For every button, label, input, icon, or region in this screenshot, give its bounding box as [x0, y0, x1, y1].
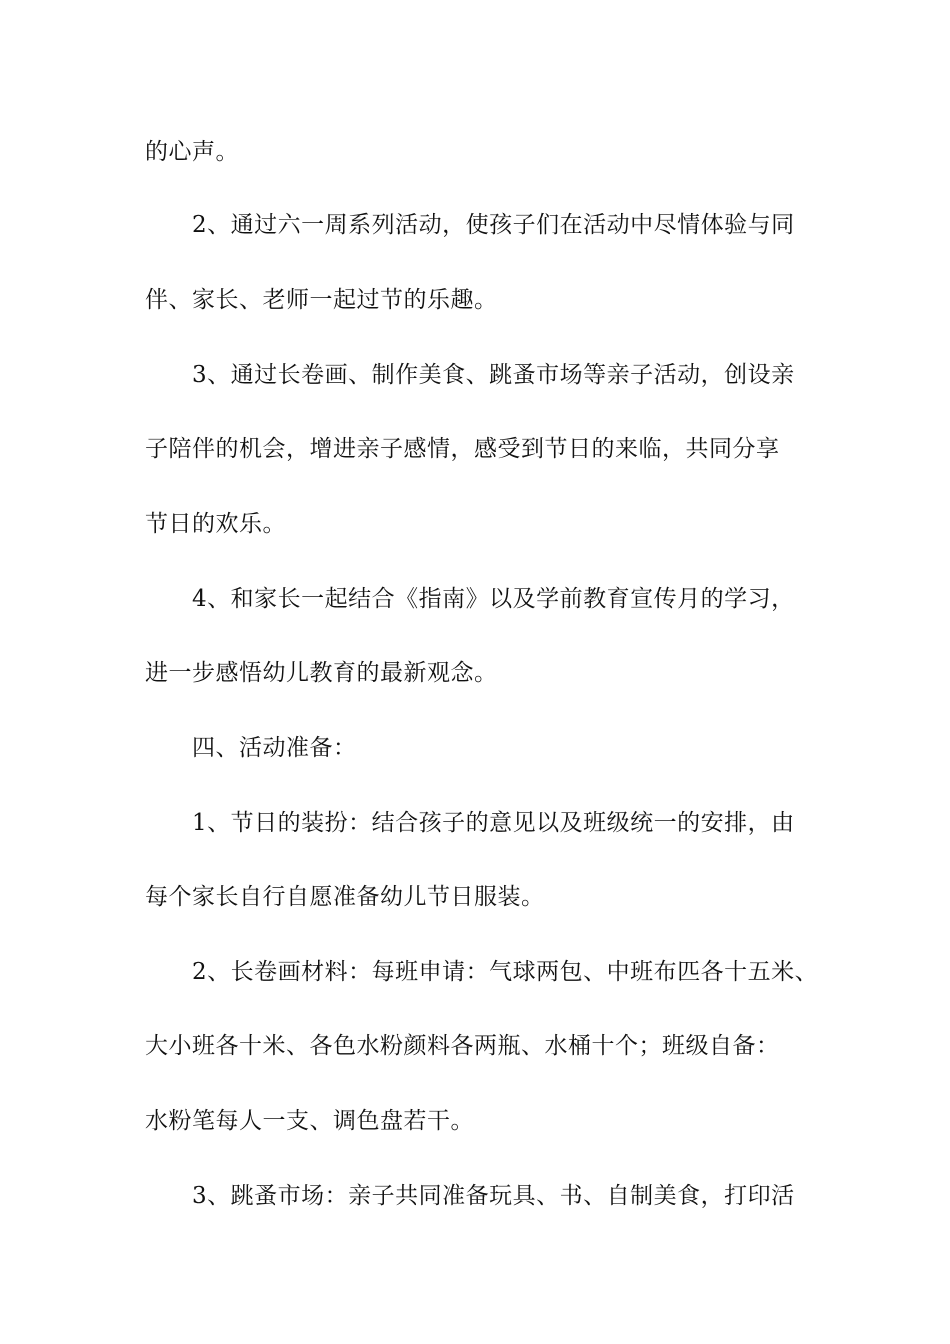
text-line: 伴、家长、老师一起过节的乐趣。	[145, 287, 498, 313]
text-line: 3、跳蚤市场：亲子共同准备玩具、书、自制美食，打印活	[192, 1183, 795, 1209]
text-line: 水粉笔每人一支、调色盘若干。	[145, 1108, 474, 1134]
text-line: 4、和家长一起结合《指南》以及学前教育宣传月的学习，	[192, 586, 795, 612]
section-heading: 四、活动准备：	[192, 735, 357, 761]
text-line: 进一步感悟幼儿教育的最新观念。	[145, 660, 498, 686]
text-line: 的心声。	[145, 139, 239, 165]
text-line: 1、节日的装扮：结合孩子的意见以及班级统一的安排，由	[192, 810, 795, 836]
text-line: 大小班各十米、各色水粉颜料各两瓶、水桶十个；班级自备：	[145, 1033, 780, 1059]
text-line: 3、通过长卷画、制作美食、跳蚤市场等亲子活动，创设亲	[192, 362, 795, 388]
text-line: 2、通过六一周系列活动，使孩子们在活动中尽情体验与同	[192, 212, 795, 238]
text-line: 每个家长自行自愿准备幼儿节日服装。	[145, 884, 545, 910]
text-line: 子陪伴的机会，增进亲子感情，感受到节日的来临，共同分享	[145, 436, 780, 462]
text-line: 2、长卷画材料：每班申请：气球两包、中班布匹各十五米、	[192, 959, 819, 985]
text-line: 节日的欢乐。	[145, 511, 286, 537]
